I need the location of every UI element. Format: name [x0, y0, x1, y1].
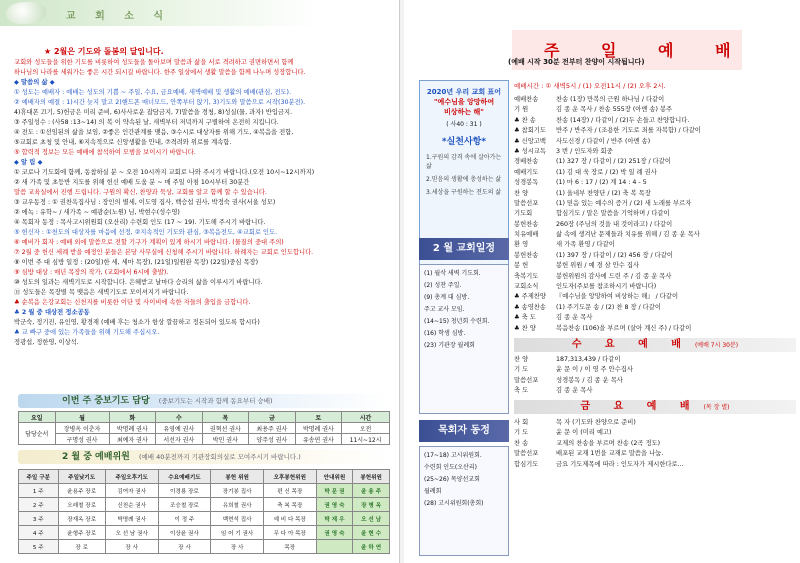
order-value: 성경봉독 / 김 종 운 목사 [556, 376, 623, 384]
news-line: ⑤ 헌신자 : ①천도의 대상자를 마음에 선정, ②지속적인 기도와 관심, ③복음전도, ④교회로 인도. [14, 229, 278, 236]
order-row [514, 178, 796, 188]
sunday-title: 주 일 예 배 [544, 41, 749, 60]
pastor-item: 수련회 인도(오산리) [424, 464, 477, 471]
schedule-item: (14~15) 청년회 수련회. [424, 318, 490, 325]
friday-title: 금 요 예 배 [580, 401, 700, 412]
order-label: 말씀선포 [514, 376, 539, 384]
news-line: ⑧ 이번 주 대 심방 일정 : (20일)한 세, 세마 목장), (21일)일원완 목장) (22일)중심 목장) [14, 259, 259, 266]
worship-header: 주일오후기도 [105, 470, 158, 484]
worship-cell: 신천순 권사 [105, 498, 158, 512]
order-value: (1) 올네부 찬양단 / (2) 축 복 목장 [556, 189, 651, 197]
worship-cell: 박 문 권 [316, 484, 353, 498]
order-label: ♣ 송영찬송 [514, 303, 546, 311]
practice-item: 1.구원의 감격 속에 살아가는 삶 [426, 154, 502, 170]
news-line: 하나님의 나라를 세워가는 좋은 시간 되시길 바랍니다. 한주 일상에서 생활 말씀을 함께 나누며 성장합니다. [14, 69, 306, 76]
order-value: 새 가족 환영 / 다같이 [556, 241, 615, 249]
prayer-header: 화 [109, 412, 156, 423]
prayer-cell: 권혁선 권사 [202, 423, 249, 434]
month-headline: ★ 2월은 기도와 돌봄의 달입니다. [44, 47, 164, 56]
pastor-item: (25~26) 목양선교회 [424, 476, 480, 483]
order-row [514, 240, 796, 250]
order-value: 찬송 (14장) / 다같이 / (2)두 손들고 찬양합니다. [556, 116, 690, 124]
news-lines [14, 58, 394, 348]
order-value: 3 번 / 인도자와 회중 [556, 147, 613, 155]
order-label: 말씀선포 [514, 199, 539, 207]
order-label: 예배기도 [514, 168, 539, 176]
worship-cell: 예 비 다 목장 [263, 512, 316, 526]
worship-cell: 이 정 주 [158, 512, 211, 526]
prayer-cell: 서선자 권사 [156, 434, 203, 445]
order-row [514, 261, 796, 271]
order-value: 교제의 찬송을 부르며 찬송 (2곡 정도) [556, 439, 661, 447]
prayer-cell: 박민 권사 [202, 434, 249, 445]
order-row [514, 418, 796, 428]
order-row [514, 157, 796, 167]
worship-cell: 무 다 아 목장 [263, 526, 316, 540]
order-value: 김 종 운 목사 [556, 387, 593, 395]
order-row [514, 199, 796, 209]
order-label: ♣ 찬 송 [514, 116, 536, 124]
prayer-header: 월 [55, 412, 109, 423]
prayer-header: 목 [202, 412, 249, 423]
order-value: (1) 397 장 / 다같이 / (2) 456 장 / 다같이 [556, 251, 673, 259]
worship-cell: 장 사 [211, 540, 264, 554]
worship-cell: 권 영 숙 [316, 498, 353, 512]
order-label: ♣ 참회기도 [514, 127, 546, 135]
pastor-title: 목회자 동정 [419, 420, 509, 442]
order-label: 성경봉독 [514, 179, 539, 187]
worship-cell: 장기봉 집사 [211, 484, 264, 498]
sunday-subtitle: (예배 시작 30분 전부터 찬양이 시작됩니다) [508, 58, 645, 66]
worship-cell: 백현석 집사 [211, 512, 264, 526]
motto-year: 2020년 우리 교회 표어 [426, 88, 502, 96]
order-label: 축복기도 [514, 272, 539, 280]
order-value: (1) 마 6 : 17 / (2) 계 14 : 4 - 5 [556, 179, 647, 187]
motto-cite: ( 사40 : 31 ) [446, 121, 482, 128]
news-line: ⑥ 예비가 회자 : 예배 외에 말씀으로 전할 기구가 계획이 있게 하시기 바랍니다. (물질의 중대 주의) [14, 239, 284, 246]
prayer-cell: 최예자 권사 [109, 434, 156, 445]
order-row [514, 313, 796, 323]
worship-cell: 장 사 [158, 540, 211, 554]
schedule-item: (16) 학생 심방. [424, 330, 466, 337]
order-label: 찬 양 [514, 356, 529, 363]
worship-cell: 이경룡 장로 [158, 484, 211, 498]
worship-header: 수요예배기도 [158, 470, 211, 484]
order-row [514, 251, 796, 261]
worship-cell: 유희철 권사 [211, 498, 264, 512]
worship-cell: 편 신 목장 [263, 484, 316, 498]
worship-cell: 윤용주 장로 [58, 484, 105, 498]
order-label: ♣ 성시교독 [514, 147, 546, 155]
order-value: 금요 기도제목에 따라 : 인도자가 제시한다로... [556, 460, 684, 468]
schedule-list [419, 264, 509, 414]
worship-cell: 윤형주 장로 [58, 526, 105, 540]
order-row [514, 168, 796, 178]
worship-cell: 윤 현 수 [353, 526, 390, 540]
prayer-header: 수 [156, 412, 203, 423]
order-label: ♣ 신앙고백 [514, 137, 546, 145]
order-value: 봉헌 위원 / 예 경 삼 안수 집사 [556, 262, 640, 270]
order-row [514, 272, 796, 282]
worship-cell: 임 어 기 권사 [211, 526, 264, 540]
order-value: 윤 문 이 / 이 영 주 안수집사 [556, 366, 633, 374]
order-row [514, 105, 796, 115]
worship-cell [316, 540, 353, 554]
order-label: 사 회 [514, 419, 529, 426]
friday-order-list [514, 418, 796, 470]
prayer-cell: 양주성 권사 [249, 434, 296, 445]
order-value: 윤 문 이 (미리 예고) [556, 429, 612, 437]
news-line: 교회와 성도들을 위한 기도를 비롯하여 성도들을 돌아보며 말씀과 삶을 서로 격려하고 권면하면서 함께 [14, 59, 294, 66]
order-value: 김 종 운 목사 / 찬송 555장 (아멘 송) 봉주 [556, 106, 673, 114]
order-label: 축 도 [514, 387, 529, 395]
worship-cell: 오 선 남 [353, 512, 390, 526]
worship-header: 안내위원 [316, 470, 353, 484]
order-row [514, 324, 796, 334]
worship-header: 봉헌위원 [353, 470, 390, 484]
worship-cell: 윤 용 주 [353, 484, 390, 498]
schedule-item: (9) 총계 대 심방. [424, 294, 470, 301]
news-line: ② 새 가족 및 초등반 지도를 위해 헌신 예배 도움 분 ~ 매 주일 아침 10시부터 30분간 [14, 179, 250, 186]
worship-cell: 박 재 우 [316, 512, 353, 526]
worship-cell: 오 선 남 권사 [105, 526, 158, 540]
worship-cell: 김여자 권사 [105, 484, 158, 498]
news-line: ⑪ 성도들은 목장별 목 맺음은 새벽기도로 모이셔지기 바랍니다. [14, 289, 189, 296]
order-label: ♣ 축 도 [514, 314, 536, 322]
order-label: 치유예배 [514, 231, 539, 239]
order-label: 기 도 [514, 366, 529, 374]
order-value: 합심기도 / 말은 말씀을 기억하며 / 다같이 [556, 210, 670, 218]
order-value: 찬송 (1장) 만복의 근원 하나님 / 다같이 [556, 96, 665, 103]
motto-line-2: 비상하는 해" [444, 108, 484, 116]
right-page [404, 0, 800, 563]
prayer-cell: 구명성 권사 [55, 434, 109, 445]
order-value: 187,313,439 / 다같이 [556, 356, 621, 363]
news-line: ③ 교우동정 : ① 권찬옥집사님 : 장인의 별세, 이도영 집사, 백승섭 권사, 박정숙 권사(서울 성모) [14, 199, 276, 206]
prayer-section-bar [18, 394, 390, 408]
news-line: ③ 주일성수 : (사58 :13~14) 의 복 이 약속된 날, 새벽부터 저녁까지 구별하여 온전히 지킵니다. [14, 119, 279, 126]
worship-cell: 조승철 장로 [158, 498, 211, 512]
worship-section-sub: (예배 40분전까지 기관장회의실로 모여주시기 바랍니다.) [138, 453, 301, 461]
order-row [514, 460, 796, 470]
wednesday-order-list [514, 355, 796, 397]
order-label: 교회소식 [514, 283, 539, 291]
schedule-item: (2) 성찬 주일. [424, 282, 462, 289]
friday-title-bar [514, 400, 796, 414]
worship-cell: 3 주 [19, 512, 59, 526]
order-label: 기 원 [514, 106, 529, 114]
order-label: ♣ 찬 양 [514, 324, 536, 332]
pastor-item: (28) 고시위원회(총회) [424, 500, 484, 507]
order-row [514, 137, 796, 147]
prayer-section-title: 이번 주 중보기도 담당 [62, 396, 150, 406]
news-line: ① 성도는 예배자 : 예배는 성도의 기쁨 ~ 주일, 수요, 금요예배, 새벽예배 및 생활의 예배(관심, 전도). [14, 89, 291, 96]
order-row [514, 376, 796, 386]
news-line: 말씀 교육실에서 진행 드립니다. 구원의 확신, 찬양과 묵상, 교회를 알고 함께 할 수 있습니다. [14, 189, 268, 196]
order-label: 봉 헌 [514, 262, 529, 270]
order-row [514, 292, 796, 302]
news-line: 4)휴대폰 끄기, 5)헌금은 미리 준비, 6)사사로운 잡담금지, 7)말씀을 경청, 8)성실(물, 과자) 반입금지. [14, 109, 293, 116]
order-row [514, 126, 796, 136]
prayer-section-sub: (중보기도는 시작과 함께 동요부터 숭배) [158, 397, 273, 405]
worship-cell: 권 영 숙 [316, 526, 353, 540]
order-value: 260장 (주님의 것을 내 것이라고) / 다같이 [556, 220, 673, 228]
order-label: 경배찬송 [514, 158, 539, 166]
order-label: 예배찬송 [514, 96, 539, 103]
order-label: 합심기도 [514, 460, 539, 468]
pastor-item: (17~18) 고시위원회. [424, 452, 482, 459]
order-row [514, 189, 796, 199]
prayer-row-label: 담당순서 [19, 423, 56, 445]
order-row [514, 386, 796, 396]
prayer-cell: 박명례 권사 [295, 423, 342, 434]
sunday-order-list [514, 95, 796, 334]
worship-header: 오후봉헌위원 [263, 470, 316, 484]
prayer-cell: 박명례 권사 [109, 423, 156, 434]
prayer-cell: 최용주 권사 [249, 423, 296, 434]
worship-cell: 윤 하 연 [353, 540, 390, 554]
order-value: 배포된 교재 1번을 교재로 말씀을 나눔. [556, 450, 664, 458]
worship-cell: 장 병 옥 [353, 498, 390, 512]
news-line: ④ 전도 : ①선임된의 삶을 보임, ②좋은 인간관계를 맺음, ③수시로 대상자를 위해 기도, ④복음을 전함, [14, 129, 294, 136]
worship-table [18, 469, 390, 554]
order-row [514, 365, 796, 375]
wednesday-title-bar [514, 338, 796, 352]
order-value: 『예수님을 앙망하여 비상하는 해』 / 다같이 [556, 293, 679, 301]
news-line: 박군숙, 정기진, 유인영, 황경재 (예배 후는 청소가 항상 깔끔하고 정돈되어 있도록 합시다) [14, 319, 260, 326]
order-label: 찬 양 [514, 189, 529, 197]
order-label: 말씀선포 [514, 450, 539, 458]
news-line: ⑨ 심방 대상 : 매년 목장의 작가, (교회에서 6시에 출발). [14, 269, 169, 276]
practice-item: 2.믿음의 생활에 충성하는 삶 [426, 176, 502, 183]
schedule-item: 주고 교사 모임. [424, 306, 465, 313]
order-row [514, 116, 796, 126]
news-line: ① 코로나 기도회에 함께, 동참하실 분 ~ 오전 10시까지 교회로 나와 주시기 바랍니다.(오전 10시~12시까지) [14, 169, 315, 176]
worship-cell: 4 주 [19, 526, 59, 540]
worship-cell: 축 복 목장 [263, 498, 316, 512]
worship-section-title: 2 월 중 예배위원 [62, 452, 130, 462]
order-label: 기 도 [514, 429, 529, 437]
news-line: ② 예배자의 예절 : 1)시간 늦지 말고 2)핸드폰 매너모드, 안쪽부터 앉기, 3)기도와 말씀으로 시작(30분전). [14, 99, 306, 106]
prayer-table [18, 411, 390, 445]
prayer-cell: 장병옥 이춘자 [55, 423, 109, 434]
hands-logo-icon [6, 2, 46, 24]
worship-cell: 장 로 [58, 540, 105, 554]
worship-cell: 5 주 [19, 540, 59, 554]
order-row [514, 95, 796, 105]
order-label: 봉헌찬송 [514, 251, 539, 259]
worship-cell: 목장 [263, 540, 316, 554]
order-row [514, 439, 796, 449]
prayer-cell: 11시~12시 [342, 434, 390, 445]
order-row [514, 449, 796, 459]
order-label: 봉헌찬송 [514, 220, 539, 228]
prayer-cell: 유영예 권사 [156, 423, 203, 434]
order-value: 김 종 운 목사 [556, 314, 593, 322]
prayer-header: 요일 [19, 412, 56, 423]
pastor-item: 월례회 [424, 488, 442, 495]
order-value: 삶 속에 생겨난 문제들과 치유를 위해 / 김 종 운 목사 [556, 231, 700, 239]
order-value: 사도신경 / 다같이 / 반주 (아멘 송) [556, 137, 651, 145]
worship-cell: 박명례 권사 [105, 512, 158, 526]
order-value: 복음찬송 (106)을 부르며 (살아 계신 주) / 다같이 [556, 324, 692, 332]
prayer-cell: 유송연 권사 [295, 434, 342, 445]
order-row [514, 355, 796, 365]
schedule-title: 2 월 교회일정 [419, 238, 509, 260]
practice-item: 3.세상을 구원하는 전도의 삶 [426, 189, 502, 196]
order-label: 찬 송 [514, 439, 529, 447]
order-row [514, 282, 796, 292]
order-row [514, 220, 796, 230]
order-value: (1) 김 대 욱 장로 / (2) 박 일 례 권사 [556, 168, 657, 176]
news-line: 정광섭, 정한영, 이상석. [14, 339, 79, 346]
news-line: ⑤ 합력적 정보는 모든 예배에 참석하여 모범을 보이시기 바랍니다. [14, 149, 196, 156]
wednesday-time: (예배 7시 30분) [694, 342, 739, 349]
order-row [514, 147, 796, 157]
worship-cell: 이상윤 권사 [158, 526, 211, 540]
worship-section-bar [18, 450, 390, 464]
order-value: 봉헌위원의 감사에 드린 주 / 김 종 운 목사 [556, 272, 672, 280]
pastor-list [419, 446, 509, 556]
news-line: ♣ 순복음 은강교회는 신천지를 비롯한 이단 및 사이비에 속한 자들의 출입을 금합니다. [14, 299, 251, 306]
order-value: (1) 믿음 있는 예수의 증거 / (2) 새 노래를 부르자 [556, 199, 692, 207]
news-line: ② 에녹 : 유학~ / 새가족 ~ 예광순(노원) 님, 박현수(성수영) [14, 209, 180, 216]
order-value: 인도자(주보를 참조하시기 바랍니다) [556, 283, 657, 291]
prayer-header: 금 [249, 412, 296, 423]
motto-line-1: "예수님을 앙망하여 [433, 98, 495, 106]
news-line: ◆ 말씀의 삶 ◆ [14, 79, 55, 86]
prayer-cell: 오전 [342, 423, 390, 434]
order-row [514, 428, 796, 438]
order-value: (1) 주기도문 송 / (2) 찬 8 장 / 다같이 [556, 303, 661, 311]
order-row [514, 209, 796, 219]
prayer-header: 시간 [342, 412, 390, 423]
order-value: 목 자 (기도와 찬양으로 준비) [556, 419, 636, 426]
news-line: ⑦ 2월 중 헌신 세례 받을 예정인 분들은 본당 사무실에 신청해 주시기 바랍니다. 하례자는 교회로 인도합니다. [14, 249, 314, 256]
wednesday-title: 수 요 예 배 [571, 339, 691, 350]
worship-cell: 장재옥 장로 [58, 512, 105, 526]
banner-title: 교 회 소 식 [66, 11, 172, 22]
practice-title: *실천사항* [441, 137, 487, 147]
news-line: ♣ 2 월 중 대상전 정소공동 [14, 309, 90, 316]
worship-times: 예배시간 : ① 새벽5시 / (1) 오전11시 / (2) 오후 2시. [514, 82, 666, 90]
worship-header: 주일낮기도 [58, 470, 105, 484]
news-line: ♣ 교 빠구 중에 있는 가족들을 위해 기도해 주십시오. [14, 329, 160, 336]
worship-cell: 장 사 [105, 540, 158, 554]
schedule-item: (1) 월삭 새벽 기도회. [424, 270, 481, 277]
worship-header: 봉헌 위원 [211, 470, 264, 484]
worship-cell: 2 주 [19, 498, 59, 512]
order-value: 반주 / 반주자 / (조용한 기도로 죄를 자복함) / 다같이 [556, 127, 701, 135]
news-line: ④ 목회자 동정 : 목사고시위원회 (오산리) 수련회 인도 (17 ~ 19). 기도해 주시기 바랍니다. [14, 219, 266, 226]
news-line: ⑩ 성도의 일과는 새벽기도로 시작합니다. 은혜받고 날마다 승리의 삶을 이루시기 바랍니다. [14, 279, 263, 286]
order-row [514, 230, 796, 240]
schedule-item: (23) 기관장 월례회 [424, 342, 475, 349]
order-label: ♣ 주제찬양 [514, 293, 546, 301]
left-banner [0, 0, 400, 26]
worship-header: 주일 구분 [19, 470, 59, 484]
friday-sub: (목 장 별) [703, 404, 730, 411]
order-label: 환 영 [514, 241, 529, 249]
order-row [514, 303, 796, 313]
prayer-header: 토 [295, 412, 342, 423]
news-line: ◆ 알 림 ◆ [14, 159, 43, 166]
news-line: ⑤교회로 초청 및 안내, ⑥지속적으로 신앙생활을 안내, ⑦격려와 위로를 계속함. [14, 139, 232, 146]
order-value: (1) 327 장 / 다같이 / (2) 251장 / 다같이 [556, 158, 671, 166]
order-label: 기도회 [514, 210, 533, 218]
worship-cell: 오래철 장로 [58, 498, 105, 512]
worship-cell: 1 주 [19, 484, 59, 498]
